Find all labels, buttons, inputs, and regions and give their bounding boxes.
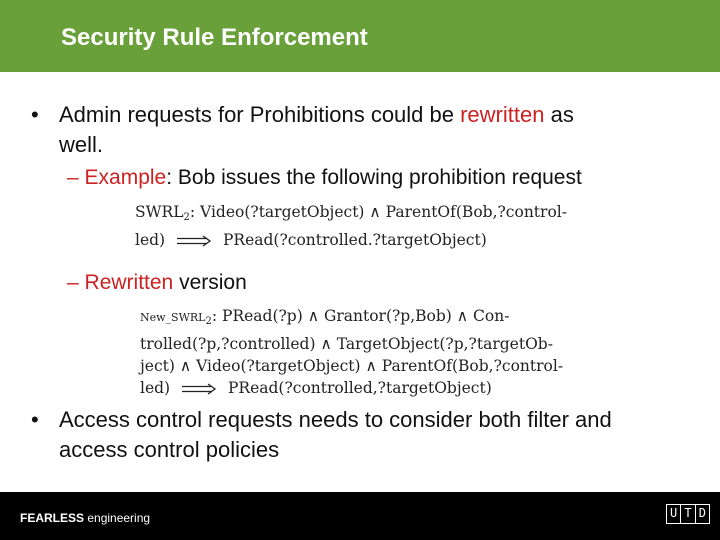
rule-1-line-2-post: PRead(?controlled.?targetObject) bbox=[222, 231, 487, 249]
subpoint-dash: – bbox=[67, 166, 79, 189]
rule-2-line-4-pre: led) bbox=[140, 379, 171, 397]
utd-logo bbox=[666, 504, 710, 524]
footer-bar bbox=[0, 492, 720, 540]
bullet-2 bbox=[31, 405, 709, 465]
rule-1-line-1-body: : Video(?targetObject) ∧ ParentOf(Bob,?control- bbox=[189, 203, 567, 221]
rule-1-name-sub: 2 bbox=[183, 212, 190, 223]
implies-arrow-icon bbox=[176, 235, 212, 247]
bullet-2-line-1: Access control requests needs to consider both filter and bbox=[59, 407, 612, 432]
bullet-2-line-2: access control policies bbox=[59, 437, 280, 462]
rule-2-name: New_SWRL bbox=[140, 311, 206, 324]
rule-2-line-4-post: PRead(?controlled,?targetObject) bbox=[227, 379, 492, 397]
rule-swrl2 bbox=[135, 201, 567, 252]
subpoint-dash: – bbox=[67, 271, 79, 294]
rule-2-line-1 bbox=[140, 305, 563, 333]
rewritten-text: version bbox=[173, 271, 247, 294]
implies-arrow-icon bbox=[181, 383, 217, 395]
footer-brand-rest: engineering bbox=[84, 511, 151, 525]
bullet-1-text-pre: Admin requests for Prohibitions could be bbox=[59, 102, 461, 127]
rule-1-line-1 bbox=[135, 201, 567, 229]
slide-title: Security Rule Enforcement bbox=[61, 24, 368, 51]
bullet-1-text-post: as bbox=[544, 102, 574, 127]
rule-1-line-2-pre: led) bbox=[135, 231, 166, 249]
subpoint-example bbox=[67, 163, 582, 193]
logo-letter-d: D bbox=[698, 506, 706, 520]
rule-1-name: SWRL bbox=[135, 203, 184, 221]
rule-new-swrl2 bbox=[140, 305, 563, 399]
example-text: : Bob issues the following prohibition request bbox=[166, 166, 582, 189]
rule-2-name-sub: 2 bbox=[205, 316, 212, 327]
example-label: Example bbox=[84, 166, 167, 189]
footer-brand-bold: FEARLESS bbox=[20, 511, 85, 525]
bullet-1-line-2: well. bbox=[59, 132, 104, 157]
rule-2-line-2: trolled(?p,?controlled) ∧ TargetObject(?p,?targetOb- bbox=[140, 335, 553, 353]
bullet-1-accent: rewritten bbox=[460, 102, 545, 127]
logo-letter-t: T bbox=[681, 505, 695, 523]
rule-2-line-3: ject) ∧ Video(?targetObject) ∧ ParentOf(Bob,?control- bbox=[140, 357, 564, 375]
rewritten-label: Rewritten bbox=[84, 271, 174, 294]
title-bar bbox=[0, 0, 720, 72]
rule-1-line-2 bbox=[135, 229, 567, 252]
bullet-marker: • bbox=[31, 102, 39, 127]
rule-2-line-4 bbox=[140, 377, 563, 399]
bullet-1 bbox=[31, 100, 699, 160]
subpoint-rewritten bbox=[67, 268, 247, 298]
footer-brand bbox=[20, 511, 150, 525]
rule-2-line-1-body: : PRead(?p) ∧ Grantor(?p,Bob) ∧ Con- bbox=[211, 307, 510, 325]
bullet-1-line-1 bbox=[59, 100, 699, 130]
logo-letter-u: U bbox=[667, 505, 681, 523]
bullet-marker: • bbox=[31, 407, 39, 432]
